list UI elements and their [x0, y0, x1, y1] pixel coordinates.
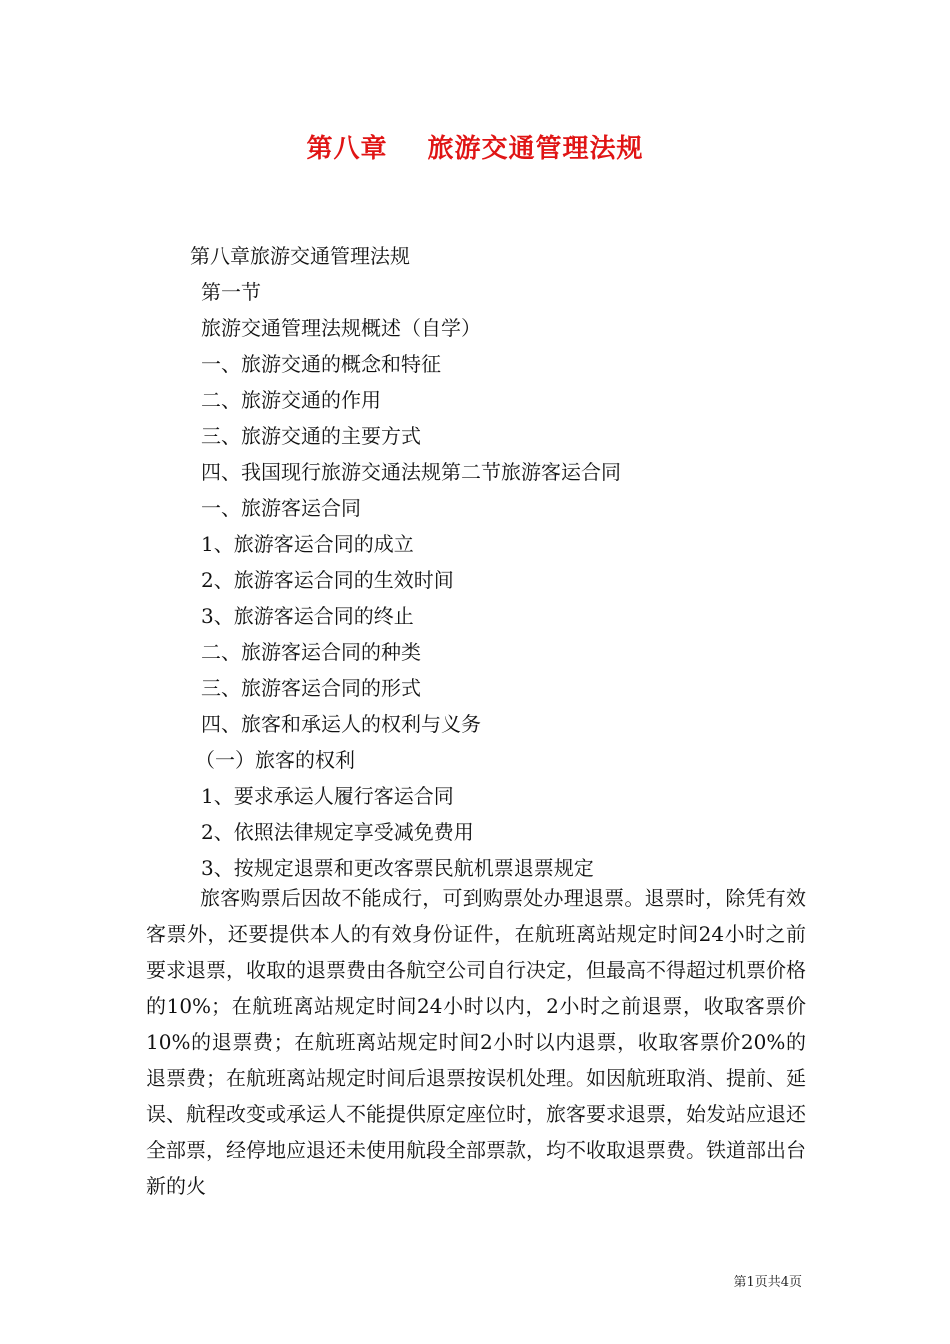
body-line: 二、旅游交通的作用: [201, 388, 381, 412]
body-line: 第一节: [201, 280, 261, 304]
body-line: 一、旅游客运合同: [201, 496, 361, 520]
body-line: 三、旅游客运合同的形式: [201, 676, 421, 700]
body-line: 旅游交通管理法规概述（自学）: [201, 316, 481, 340]
body-line: 3、旅游客运合同的终止: [201, 604, 414, 628]
refund-rules-paragraph: 旅客购票后因故不能成行，可到购票处办理退票。退票时，除凭有效客票外，还要提供本人的有效身份证件，在航班离站规定时间24小时之前要求退票，收取的退票费由各航空公司自行决定，但最高不得超过机票价格的10%；在航班离站规定时间24小时以内，2小时之前退票，收取客票价10%的退票费；在航班离站规定时间2小时以内退票，收取客票价20%的退票费；在航班离站规定时间后退票按误机处理。如因航班取消、提前、延误、航程改变或承运人不能提供原定座位时，旅客要求退票，始发站应退还全部票，经停地应退还未使用航段全部票款，均不收取退票费。铁道部出台新的火: [146, 886, 806, 1198]
body-line: 四、我国现行旅游交通法规第二节旅游客运合同: [201, 460, 621, 484]
body-line: 1、旅游客运合同的成立: [201, 532, 414, 556]
title-subject: 旅游交通管理法规: [427, 134, 644, 164]
body-line: 3、按规定退票和更改客票民航机票退票规定: [201, 856, 594, 880]
body-line: 2、依照法律规定享受减免费用: [201, 820, 474, 844]
body-line: 一、旅游交通的概念和特征: [201, 352, 441, 376]
body-line: 1、要求承运人履行客运合同: [201, 784, 454, 808]
body-line: 四、旅客和承运人的权利与义务: [201, 712, 481, 736]
body-line: （一）旅客的权利: [195, 748, 355, 772]
page-number: 第1页共4页: [733, 1275, 802, 1290]
title-chapter: 第八章: [306, 134, 388, 164]
page-title: [0, 128, 950, 165]
body-line: 第八章旅游交通管理法规: [190, 244, 410, 268]
body-line: 三、旅游交通的主要方式: [201, 424, 421, 448]
body-line: 二、旅游客运合同的种类: [201, 640, 421, 664]
body-line: 2、旅游客运合同的生效时间: [201, 568, 454, 592]
